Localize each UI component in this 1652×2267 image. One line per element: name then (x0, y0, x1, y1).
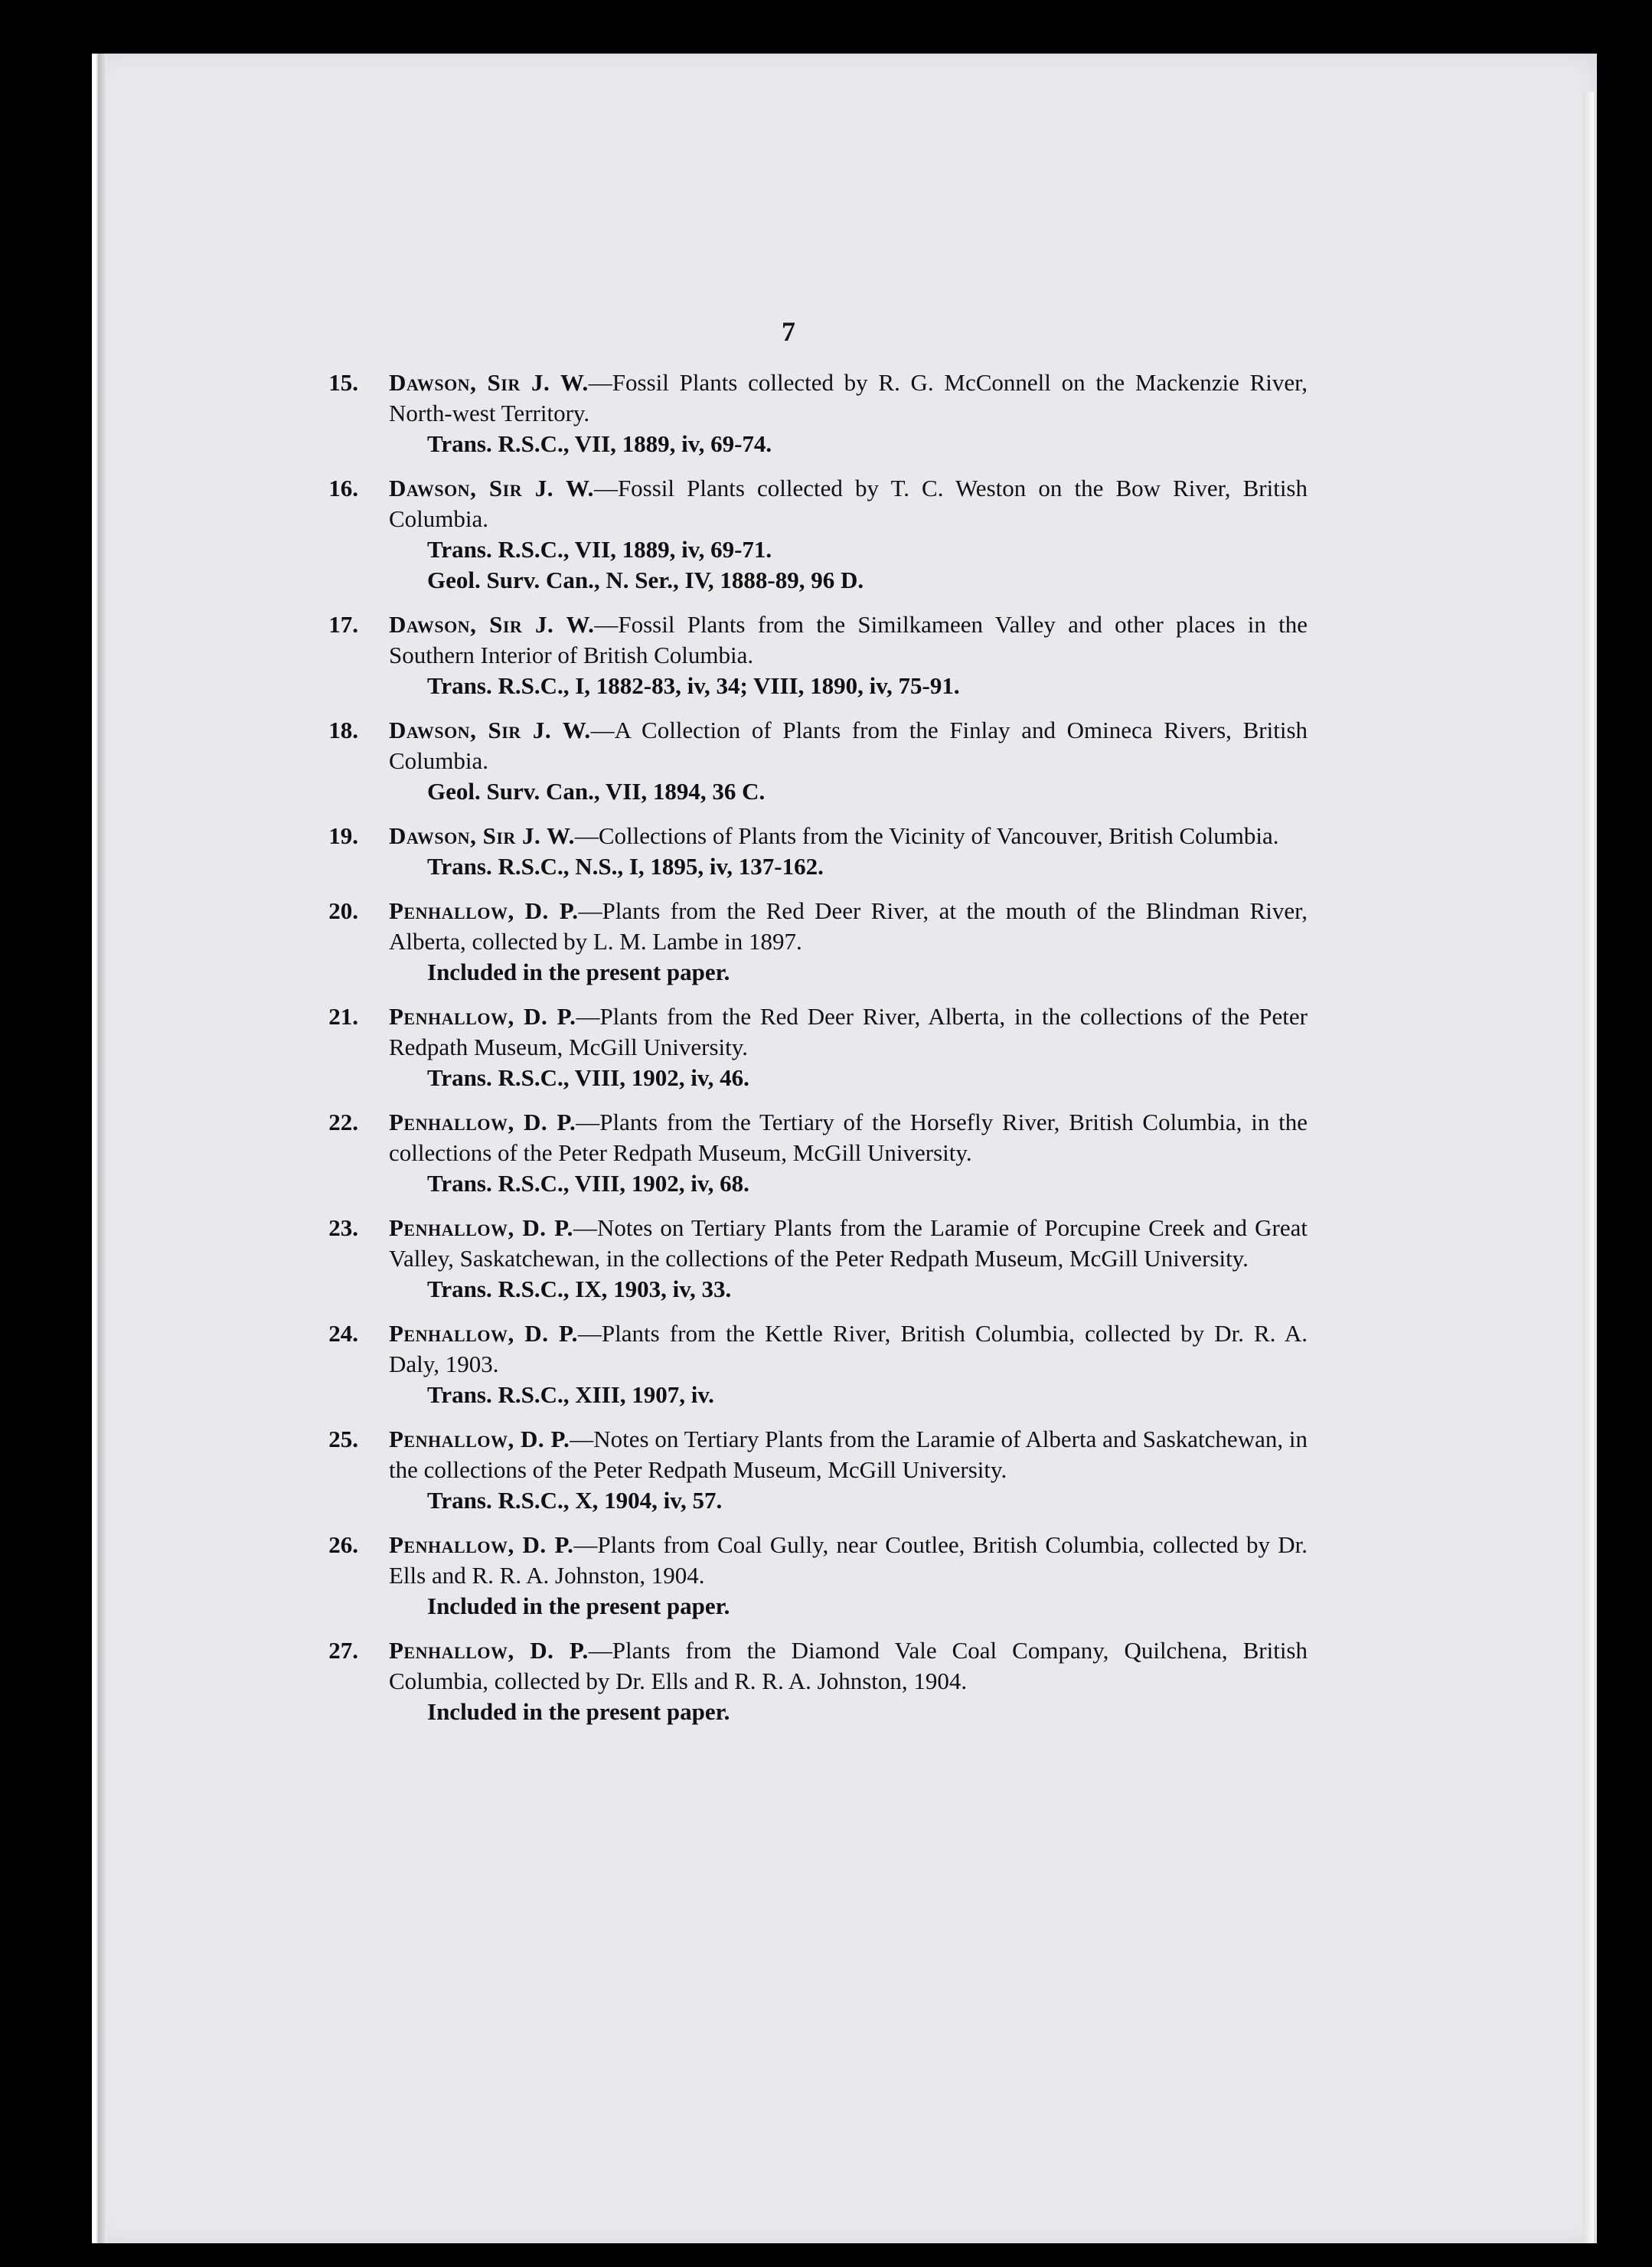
bibliography-entry (312, 1424, 1308, 1516)
entry-number: 27. (328, 1637, 358, 1664)
entry-title: —A Collection of Plants from the Finlay and Omineca Rivers, British Columbia. (389, 717, 1308, 774)
entry-author: Penhallow, D. P. (389, 1320, 578, 1347)
entry-author: Dawson, Sir J. W. (389, 717, 591, 743)
page-binding-shadow (98, 54, 107, 2243)
page-number: 7 (782, 316, 795, 347)
entry-author: Penhallow, D. P. (389, 1637, 589, 1664)
entry-title: —Plants from the Red Deer River, at the mouth of the Blindman River, Alberta, collected by L. M. Lambe in 1897. (389, 897, 1308, 955)
entry-heading (389, 609, 1308, 671)
entry-reference: Geol. Surv. Can., VII, 1894, 36 C. (427, 778, 766, 805)
entry-title: —Fossil Plants collected by R. G. McConnell on the Mackenzie River, North-west Territory. (389, 369, 1308, 426)
entry-number: 21. (328, 1003, 358, 1030)
entry-heading (389, 1001, 1308, 1063)
entry-number: 20. (328, 897, 358, 924)
entry-reference: Trans. R.S.C., XIII, 1907, iv. (427, 1381, 714, 1408)
entry-reference: Trans. R.S.C., X, 1904, iv, 57. (427, 1487, 723, 1514)
bibliography-list (312, 367, 1308, 1741)
entry-reference: Trans. R.S.C., VII, 1889, iv, 69-71. (427, 536, 772, 563)
entry-title: —Notes on Tertiary Plants from the Laramie of Alberta and Saskatchewan, in the collections of the Peter Redpath Museum, McGill University. (389, 1426, 1308, 1483)
entry-number: 25. (328, 1426, 358, 1452)
page-right-edge (1583, 92, 1594, 2243)
entry-heading (389, 821, 1308, 851)
entry-number: 18. (328, 717, 358, 743)
entry-heading (389, 896, 1308, 957)
entry-reference: Trans. R.S.C., IX, 1903, iv, 33. (427, 1276, 732, 1302)
bibliography-entry (312, 1213, 1308, 1305)
entry-heading (389, 715, 1308, 776)
entry-number: 22. (328, 1109, 358, 1135)
entry-reference: Included in the present paper. (427, 1698, 730, 1725)
entry-title: —Notes on Tertiary Plants from the Laramie of Porcupine Creek and Great Valley, Saskatchewan, in the collections of the Peter Redpath Museum, McGill University. (389, 1214, 1308, 1272)
entry-reference: Included in the present paper. (427, 959, 730, 985)
entry-title: —Collections of Plants from the Vicinity of Vancouver, British Columbia. (574, 822, 1279, 849)
entry-heading (389, 1213, 1308, 1274)
entry-author: Dawson, Sir J. W. (389, 475, 594, 501)
entry-author: Dawson, Sir J. W. (389, 611, 595, 638)
entry-reference: Geol. Surv. Can., N. Ser., IV, 1888-89, 96 D. (427, 567, 864, 593)
bibliography-entry (312, 473, 1308, 596)
bibliography-entry (312, 367, 1308, 459)
entry-author: Dawson, Sir J. W. (389, 369, 589, 396)
bibliography-entry (312, 896, 1308, 988)
entry-number: 24. (328, 1320, 358, 1347)
entry-reference: Trans. R.S.C., N.S., I, 1895, iv, 137-162. (427, 853, 824, 880)
entry-number: 15. (328, 369, 358, 396)
bibliography-entry (312, 1530, 1308, 1622)
entry-author: Penhallow, D. P. (389, 897, 579, 924)
entry-author: Dawson, Sir J. W. (389, 822, 575, 849)
entry-heading (389, 473, 1308, 534)
entry-number: 16. (328, 475, 358, 501)
entry-reference: Trans. R.S.C., VIII, 1902, iv, 68. (427, 1170, 749, 1197)
bibliography-entry (312, 715, 1308, 807)
entry-reference: Trans. R.S.C., VII, 1889, iv, 69-74. (427, 430, 772, 457)
entry-number: 17. (328, 611, 358, 638)
bibliography-entry (312, 821, 1308, 882)
entry-author: Penhallow, D. P. (389, 1426, 570, 1452)
entry-title: —Plants from Coal Gully, near Coutlee, British Columbia, collected by Dr. Ells and R. R. A. Johnston, 1904. (389, 1531, 1308, 1589)
entry-title: —Fossil Plants from the Similkameen Valley and other places in the Southern Interior of British Columbia. (389, 611, 1308, 668)
entry-heading (389, 1635, 1308, 1697)
entry-author: Penhallow, D. P. (389, 1003, 576, 1030)
entry-number: 26. (328, 1531, 358, 1558)
entry-heading (389, 1318, 1308, 1380)
entry-title: —Plants from the Red Deer River, Alberta, in the collections of the Peter Redpath Museum, McGill University. (389, 1003, 1308, 1060)
bibliography-entry (312, 1318, 1308, 1410)
entry-author: Penhallow, D. P. (389, 1531, 574, 1558)
entry-heading (389, 1107, 1308, 1168)
entry-title: —Plants from the Diamond Vale Coal Company, Quilchena, British Columbia, collected by Dr. Ells and R. R. A. Johnston, 1904. (389, 1637, 1308, 1694)
bibliography-entry (312, 1001, 1308, 1093)
entry-reference: Trans. R.S.C., I, 1882-83, iv, 34; VIII, 1890, iv, 75-91. (427, 672, 960, 699)
entry-title: —Plants from the Tertiary of the Horsefly River, British Columbia, in the collections of the Peter Redpath Museum, McGill University. (389, 1109, 1308, 1166)
bibliography-entry (312, 1107, 1308, 1199)
entry-author: Penhallow, D. P. (389, 1109, 576, 1135)
entry-heading (389, 1530, 1308, 1591)
bibliography-entry (312, 1635, 1308, 1727)
entry-title: —Plants from the Kettle River, British Columbia, collected by Dr. R. A. Daly, 1903. (389, 1320, 1308, 1377)
entry-reference: Trans. R.S.C., VIII, 1902, iv, 46. (427, 1064, 749, 1091)
entry-reference: Included in the present paper. (427, 1592, 730, 1619)
entry-number: 19. (328, 822, 358, 849)
entry-title: —Fossil Plants collected by T. C. Weston on the Bow River, British Columbia. (389, 475, 1308, 532)
entry-number: 23. (328, 1214, 358, 1241)
entry-heading (389, 367, 1308, 429)
bibliography-entry (312, 609, 1308, 701)
entry-author: Penhallow, D. P. (389, 1214, 573, 1241)
entry-heading (389, 1424, 1308, 1485)
